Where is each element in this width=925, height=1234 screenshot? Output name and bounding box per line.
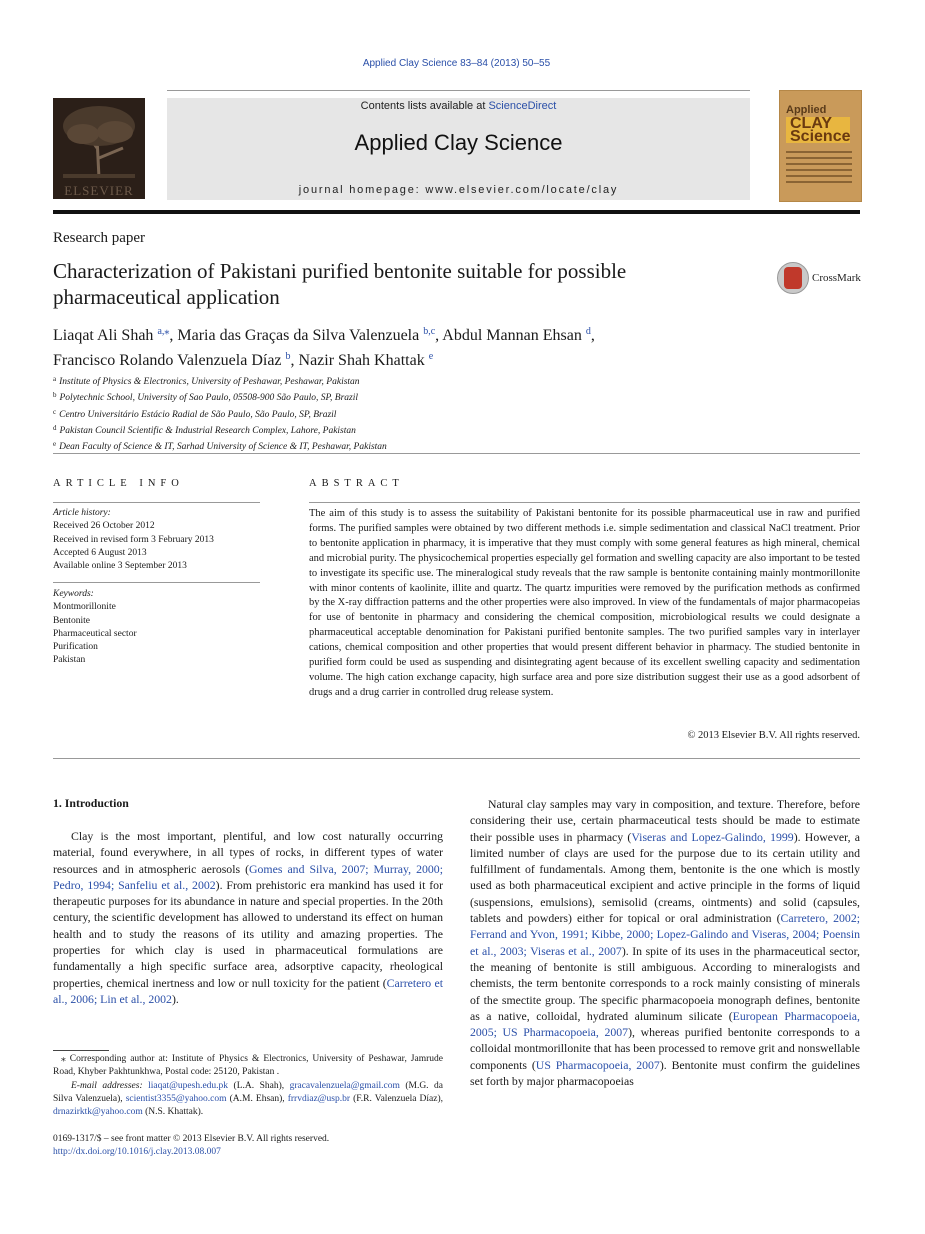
footnotes [53,1053,443,1119]
affiliation-item: $^a$ Institute of Physics & Electronics, University of Peshawar, Peshawar, Pakistan [53,375,360,387]
email-link[interactable]: drnazirktk@yahoo.com [53,1107,143,1118]
front-matter [53,1133,443,1160]
received-date: Received 26 October 2012 [53,521,155,532]
cover-title-line2: CLAY Science [786,117,850,143]
affiliation-item: $^d$ Pakistan Council Scientific & Industrial Research Complex, Lahore, Pakistan [53,423,356,436]
article-info-heading: ARTICLE INFO [53,478,184,489]
citation-link[interactable]: Viseras and Lopez-Galindo, 1999 [631,829,794,844]
author-affil-link[interactable]: b,c [423,326,436,337]
divider [53,582,260,583]
paper-type: Research paper [53,230,146,246]
header-top-rule [167,90,750,91]
email-link[interactable]: liaqat@upesh.edu.pk [148,1080,229,1091]
cover-decoration [786,151,852,187]
affiliation-item: $^e$ Dean Faculty of Science & IT, Sarhad University of Science & IT, Peshawar, Pakistan [53,440,387,453]
author-affil-link[interactable]: a,⁎ [157,326,170,337]
journal-cover[interactable] [779,90,862,202]
contents-line: Contents lists available at ScienceDirect [360,100,557,112]
journal-citation[interactable]: Applied Clay Science 83–84 (2013) 50–55 [362,58,551,69]
author-affil-link[interactable]: d [585,326,591,337]
article-title: Characterization of Pakistani purified bentonite suitable for possible pharmaceutical application [53,259,627,309]
keyword-item: Montmorillonite [53,602,116,613]
footnote-rule [53,1050,109,1051]
affiliation-item: $^b$ Polytechnic School, University of Sao Paulo, 05508-900 São Paulo, SP, Brazil [53,391,359,404]
email-link[interactable]: frrvdiaz@usp.br [287,1093,351,1104]
email-link[interactable]: scientist3355@yahoo.com [125,1093,227,1104]
author-affil-link[interactable]: b [285,351,291,362]
abstract-text: The aim of this study is to assess the suitability of Pakistani bentonite for its possible pharmaceutical use in raw and purified forms. The purified samples were obtained by two different methods i.e. simple sedimentation and classical NaCl treatment. Prior to bentonite application in pharmacy, it is imperative that they must comply with some general features as high mineral, chemical and microbial purity. The physicochemical properties especially gel formation and swelling capacity are also important to be tested to investigate its specific use. The mineralogical study reveals that the raw sample is bentonite containing mainly montmorillonite with minor contents of kaolinite, illite and quartz. The quartz impurities were removed by the purification methods as confirmed by the X-ray diffraction patterns and the other properties were also improved. In view of the fundamentals of major pharmacopeias for use of bentonite in pharmacy and considering the chemical composition, microbiological results we could designate a pharmaceutical acceptable denomination for Pakistani purified bentonite samples. The two purified samples vary in interlayer cations, chemical composition and other properties that would present different behavior in pharmacy. The studied bentonite in purified form could be used as suspending and disintegrating agent because of its excellent swelling capacity and sedimentation volume. The high cation exchange capacity, high surface area and pore size distribution suggest their use as a good adsorbent of drugs and a drug carrier in controlled drug release system. [309,508,860,698]
citation-link[interactable]: US Pharmacopoeia, 2007 [535,1057,660,1072]
sciencedirect-link[interactable]: ScienceDirect [488,100,557,112]
divider [53,453,860,454]
journal-title: Applied Clay Science [354,130,563,155]
author-affil-link[interactable]: e [428,351,434,362]
keyword-item: Pakistan [53,655,86,666]
paragraph: Natural clay samples may vary in composition, and texture. Therefore, before considering their use, certain pharmaceutical tests should be made to estimate their possible uses in pharmacy (Viseras and Lopez-Galindo, 1999). However, a limited number of clays are used for the purpose due to its certain utility and fulfillment of fundamentals. Among them, bentonite is the one which is mostly used as both pharmaceutical excipient and active principle in the forms of liquid (suspensions, emulsions), semisolid (creams, ointments) and solid (capsules, tablets and powders) either for topical or oral administration (Carretero, 2002; Ferrand and Yvon, 1991; Kibbe, 2000; Lopez-Galindo and Viseras, 2004; Poensin et al., 2003; Viseras et al., 2007). In spite of its uses in the pharmaceutical sector, the meaning of bentonite is still ambiguous. According to mineralogists and chemists, the term bentonite corresponds to a rock mainly consisting of minerals of the smectite group. The specific pharmacopoeia monograph defines, bentonite as a native, colloidal, hydrated aluminum silicate (European Pharmacopoeia, 2005; US Pharmacopoeia, 2007), whereas purified bentonite corresponds to a colloidal montmorillonite that has been processed to remove grit and nonswellable components (US Pharmacopoeia, 2007). Bentonite must confirm the guidelines set forth by major pharmacopoeias [470,797,861,1089]
section-heading: 1. Introduction [53,796,129,810]
issn-line: 0169-1317/$ – see front matter © 2013 Elsevier B.V. All rights reserved. [53,1134,330,1144]
affiliation-item: $^c$ Centro Universitário Estácio Radial de São Paulo, São Paulo, SP, Brazil [53,407,337,420]
revised-date: Received in revised form 3 February 2013 [53,534,214,545]
email-link[interactable]: gracavalenzuela@gmail.com [289,1080,400,1091]
author-name: Liaqat Ali Shah [53,327,158,344]
keyword-item: Pharmaceutical sector [53,628,137,639]
keywords [53,588,260,668]
divider [309,502,860,503]
author-name: Nazir Shah Khattak [298,352,429,369]
author-name: Maria das Graças da Silva Valenzuela [177,327,424,344]
accepted-date: Accepted 6 August 2013 [53,547,147,558]
header-divider [53,210,860,214]
journal-homepage[interactable]: journal homepage: www.elsevier.com/locate/clay [298,184,619,196]
journal-header [53,90,860,202]
citation-link[interactable]: Gomes and Silva, 2007; Murray, 2000; Pedro, 1994; Sanfeliu et al., 2002 [53,861,443,892]
keyword-item: Bentonite [53,615,90,626]
author-name: Francisco Rolando Valenzuela Díaz [53,352,286,369]
doi-link[interactable]: http://dx.doi.org/10.1016/j.clay.2013.08.007 [53,1147,221,1158]
divider [53,502,260,503]
crossmark-icon [777,262,809,294]
crossmark-badge[interactable] [777,262,867,296]
keyword-item: Purification [53,642,98,653]
journal-banner [167,98,750,200]
keywords-label: Keywords: [53,589,94,599]
divider [53,758,860,759]
publisher-wordmark: ELSEVIER [64,183,134,198]
affiliations [53,373,853,454]
author-name: Abdul Mannan Ehsan [442,327,586,344]
author-list: Liaqat Ali Shah $^{a,⁎}$, Maria das Graças da Silva Valenzuela $^{b,c}$, Abdul Mannan Ehsan $^d$, Francisco Rolando Valenzuela Díaz $^b$, Nazir Shah Khattak $^e$ [53,326,595,369]
corresponding-author-note: ⁎ Corresponding author at: Institute of Physics & Electronics, University of Peshawar, Jamrude Road, Khyber Pakhtunkhwa, Postal code: 25120, Pakistan . [53,1054,443,1078]
history-label: Article history: [53,508,111,518]
citation-link[interactable]: Carretero et al., 2006; Lin et al., 2002 [53,975,443,1006]
elsevier-logo[interactable] [53,98,145,199]
paragraph: Clay is the most important, plentiful, and low cost naturally occurring material, found everywhere, in all types of rocks, in different types of water resources and in atmospheric aerosols (Gomes and Silva, 2007; Murray, 2000; Pedro, 1994; Sanfeliu et al., 2002). From prehistoric era mankind has used it for therapeutic purposes for its abundance in nature and special properties. In the 20th century, the scientific development has allowed to understand its effect on human health and to study the reasons of its utility and amazing properties. The properties for which clay is used in pharmaceutical formulations are fundamentally a high specific surface area, adsorptive capacity, rheological properties, chemical inertness and low or null toxicity for the patient (Carretero et al., 2006; Lin et al., 2002). [53,829,444,1006]
copyright-notice: © 2013 Elsevier B.V. All rights reserved. [687,730,860,741]
abstract-heading: ABSTRACT [309,478,404,489]
cover-title-line1: Applied [786,104,827,116]
citation-link[interactable]: Carretero, 2002; Ferrand and Yvon, 1991; Kibbe, 2000; Lopez-Galindo and Viseras, 2004; Poensin et al., 2003; Viseras et al., 2007 [470,911,860,958]
citation-link[interactable]: European Pharmacopoeia, 2005; US Pharmacopoeia, 2007 [470,1008,860,1040]
crossmark-label: CrossMark [812,272,861,284]
article-history [53,507,260,573]
email-addresses: E-mail addresses: liaqat@upesh.edu.pk (L.A. Shah), gracavalenzuela@gmail.com (M.G. da Silva Valenzuela), scientist3355@yahoo.com (A.M. Ehsan), frrvdiaz@usp.br (F.R. Valenzuela Díaz), drnazirktk@yahoo.com (N.S. Khattak). [53,1080,443,1118]
online-date: Available online 3 September 2013 [53,561,187,572]
